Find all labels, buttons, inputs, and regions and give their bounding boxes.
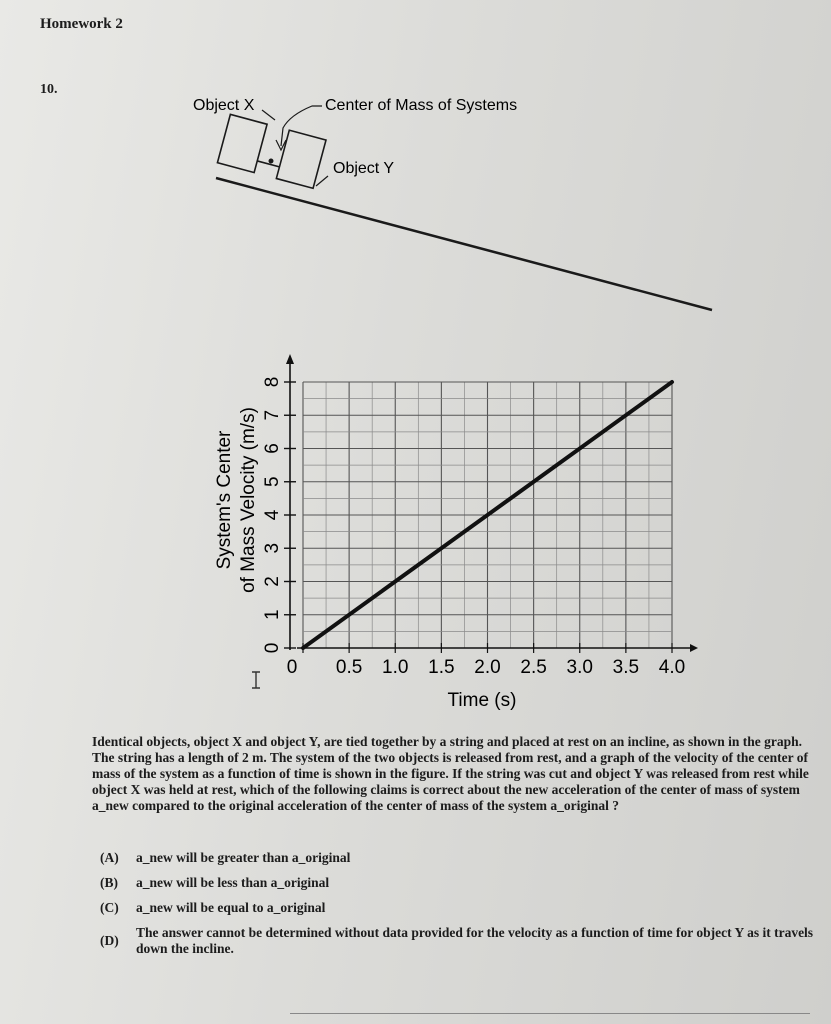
y-axis-label-line2: of Mass Velocity (m/s)	[238, 407, 259, 593]
com-label: Center of Mass of Systems	[325, 97, 518, 114]
x-tick-label: 3.5	[612, 657, 640, 678]
x-tick-labels	[287, 657, 686, 678]
x-tick-label: 1.5	[428, 657, 455, 678]
y-tick-label: 4	[262, 509, 283, 521]
choice-label: (B)	[100, 875, 118, 890]
choice-a[interactable]	[100, 850, 815, 866]
y-axis-label-line1: System's Center	[214, 430, 235, 570]
choice-text: The answer cannot be determined without data provided for the velocity as a function of time for object Y as it travels down the incline.	[136, 925, 814, 956]
choice-label: (C)	[100, 900, 119, 915]
y-axis-arrow	[286, 354, 294, 364]
y-tick-label: 2	[262, 576, 283, 587]
choice-text: a_new will be equal to a_original	[136, 900, 326, 915]
x-tick-label: 2.0	[474, 657, 501, 678]
choice-text: a_new will be less than a_original	[136, 875, 330, 890]
object-y-label: Object Y	[333, 160, 395, 177]
y-tick-label: 1	[262, 609, 283, 621]
choice-label: (D)	[100, 933, 119, 948]
y-tick-label: 6	[262, 443, 283, 454]
choice-c[interactable]	[100, 900, 815, 916]
x-axis-arrow	[690, 644, 698, 652]
choice-b[interactable]	[100, 875, 815, 891]
x-tick-label: 3.0	[566, 657, 593, 678]
y-tick-label: 5	[262, 476, 283, 488]
y-tick-label: 7	[262, 409, 283, 421]
x-tick-label: 2.5	[520, 657, 547, 678]
x-tick-label: 4.0	[658, 657, 686, 678]
divider	[290, 1013, 810, 1014]
y-tick-label: 3	[262, 542, 283, 554]
x-tick-label: 0.5	[335, 657, 363, 678]
y-tick-labels	[262, 377, 283, 654]
x-axis-label: Time (s)	[447, 690, 517, 711]
choice-d[interactable]	[100, 925, 815, 957]
page-header: Homework 2	[40, 16, 123, 32]
choice-text: a_new will be greater than a_original	[136, 850, 351, 865]
y-tick-label: 0	[262, 642, 283, 654]
answer-choices	[100, 850, 815, 966]
object-x-label: Object X	[193, 97, 255, 114]
choice-label: (A)	[100, 850, 119, 865]
question-text: Identical objects, object X and object Y, are tied together by a string and placed at rest on an incline, as shown in the graph. The string has a length of 2 m. The system of the two objects is released from rest, and a graph of the velocity of the center of mass of the system as a function of time is shown in the figure. If the string was cut and object Y was released from rest while object X was held at rest, which of the following claims is correct about the new acceleration of the center of mass of system a_new compared to the original acceleration of the center of mass of the system a_original ?	[92, 734, 809, 813]
y-tick-label: 8	[262, 376, 283, 388]
question-number: 10.	[40, 82, 58, 97]
text-cursor-icon	[252, 672, 260, 688]
x-tick-label: 0	[286, 657, 298, 678]
x-tick-label: 1.0	[382, 657, 409, 678]
